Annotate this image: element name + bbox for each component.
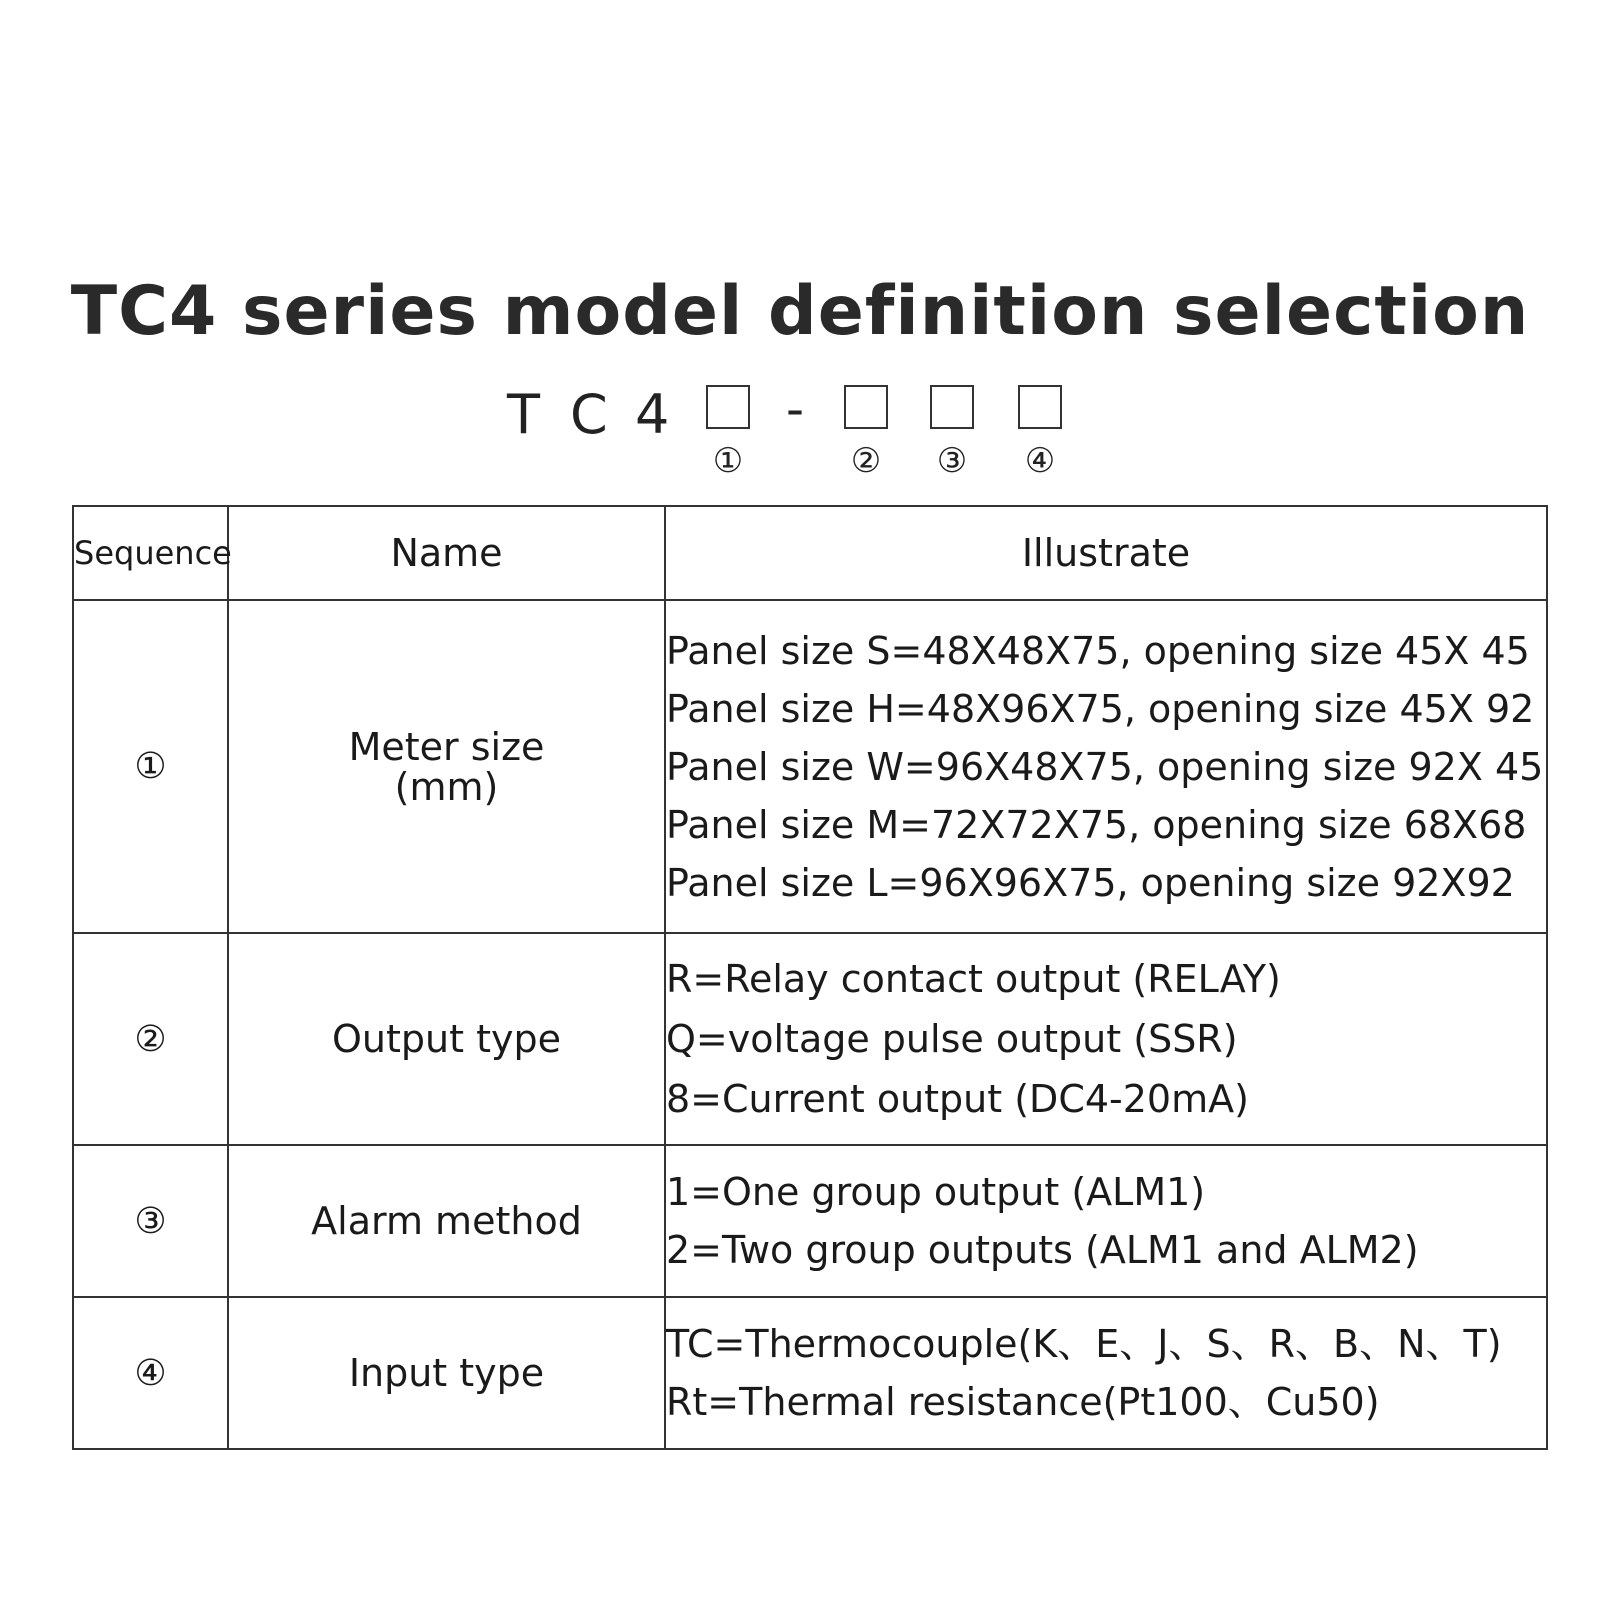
model-code-letter: 4 [635,383,670,446]
model-code-position-2: ② [850,441,882,481]
row-sequence: ② [73,933,228,1145]
model-definition-table [72,505,1548,1450]
model-code-box-1 [706,385,750,429]
row-illustrate [665,1297,1547,1449]
table-row [73,1297,1547,1449]
row-name [228,1145,665,1297]
header-name: Name [228,506,665,600]
illustrate-line: Panel size L=96X96X75, opening size 92X92 [666,860,1515,905]
table-row [73,1145,1547,1297]
illustrate-line: 8=Current output (DC4-20mA) [666,1077,1249,1121]
model-code-position-3: ③ [936,441,968,481]
illustrate-line: Q=voltage pulse output (SSR) [666,1017,1238,1061]
row-sequence: ④ [73,1297,228,1449]
header-sequence: Sequence [73,506,228,600]
illustrate-line: Panel size W=96X48X75, opening size 92X 45 [666,744,1544,789]
row-illustrate [665,1145,1547,1297]
row-sequence: ① [73,600,228,933]
illustrate-line: Rt=Thermal resistance(Pt100、Cu50) [666,1380,1380,1424]
illustrate-line: Panel size M=72X72X75, opening size 68X68 [666,802,1527,847]
page-title: TC4 series model definition selection [70,272,1530,351]
row-name-line: Alarm method [311,1199,582,1243]
illustrate-line: TC=Thermocouple(K、E、J、S、R、B、N、T) [666,1322,1502,1366]
row-illustrate [665,933,1547,1145]
row-name-line: Output type [332,1017,561,1061]
model-code-box-3 [930,385,974,429]
illustrate-line: Panel size H=48X96X75, opening size 45X 92 [666,686,1535,731]
row-name [228,1297,665,1449]
table-row [73,933,1547,1145]
row-name [228,600,665,933]
model-code-position-4: ④ [1024,441,1056,481]
model-code-box-4 [1018,385,1062,429]
illustrate-line: 2=Two group outputs (ALM1 and ALM2) [666,1228,1419,1272]
model-code-box-2 [844,385,888,429]
model-code-position-1: ① [712,441,744,481]
row-name-line: (mm) [394,764,499,809]
row-name-line: Input type [348,1351,545,1395]
row-name-line: Meter size [348,724,545,769]
table-header-row [73,506,1547,600]
illustrate-line: Panel size S=48X48X75, opening size 45X 45 [666,628,1530,673]
illustrate-line: R=Relay contact output (RELAY) [666,957,1281,1001]
table-row [73,600,1547,933]
model-code-letter: C [570,383,608,446]
row-sequence: ③ [73,1145,228,1297]
illustrate-line: 1=One group output (ALM1) [666,1170,1206,1214]
model-code-letter: T [507,383,540,446]
model-code-separator: - [786,380,805,438]
model-code [0,375,1600,490]
row-name [228,933,665,1145]
row-illustrate [665,600,1547,933]
header-illustrate: Illustrate [665,506,1547,600]
